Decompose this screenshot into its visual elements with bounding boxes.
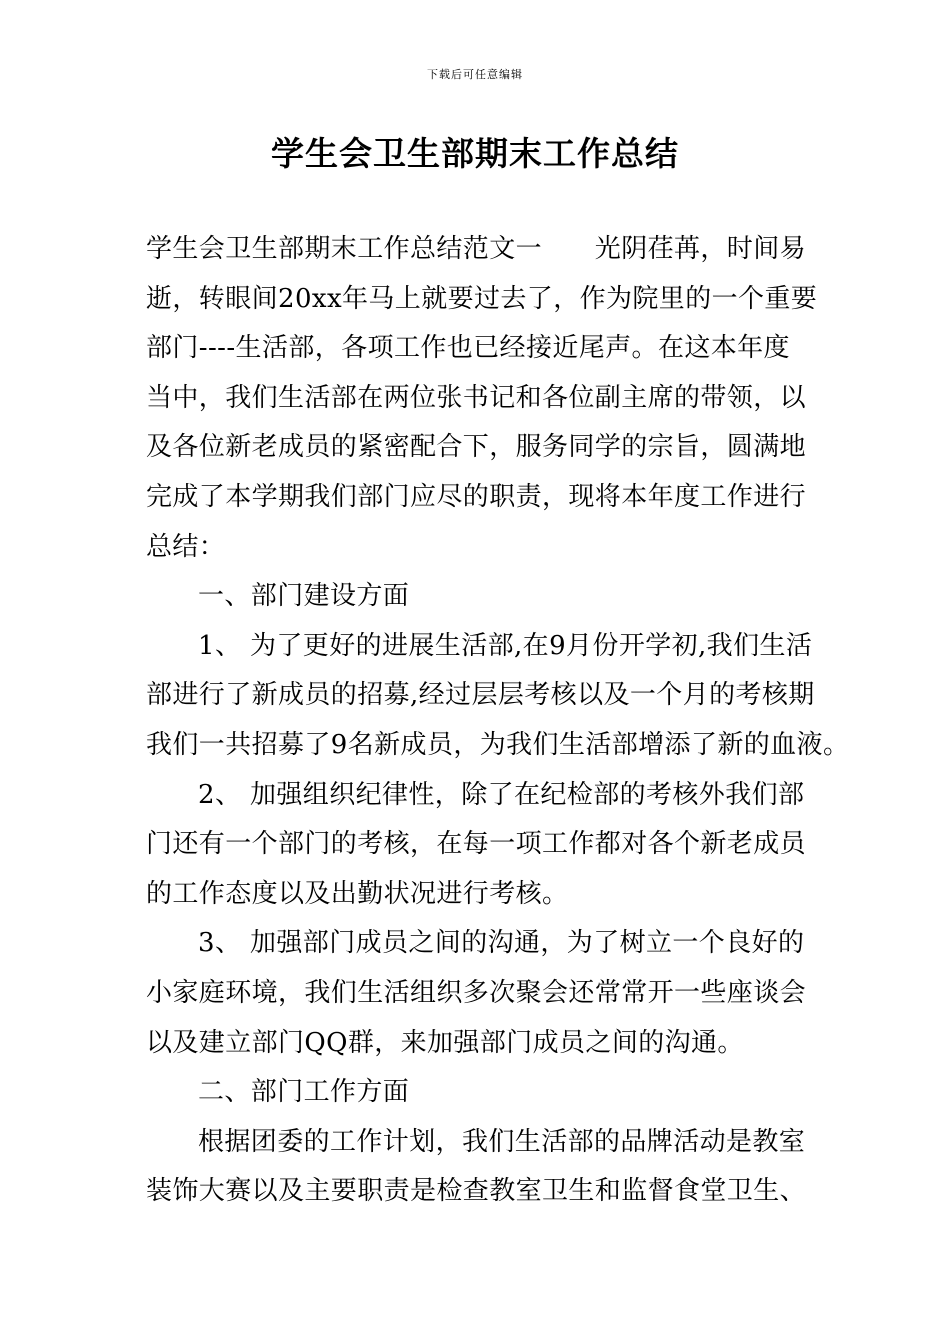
document-title: 学生会卫生部期末工作总结 xyxy=(271,134,679,173)
paragraph-start-line: 根据团委的工作计划，我们生活部的品牌活动是教室 xyxy=(198,1126,806,1157)
section-heading: 二、部门工作方面 xyxy=(198,1077,410,1108)
text-line: 装饰大赛以及主要职责是检查教室卫生和监督食堂卫生、 xyxy=(146,1176,807,1207)
text-line: 及各位新老成员的紧密配合下，服务同学的宗旨，圆满地 xyxy=(146,432,807,463)
document-body xyxy=(146,225,850,1217)
text-line: 以及建立部门QQ群，来加强部门成员之间的沟通。 xyxy=(146,1027,744,1058)
text-line: 部进行了新成员的招募,经过层层考核以及一个月的考核期 xyxy=(146,680,815,711)
text-line: 总结： xyxy=(146,531,226,562)
text-line: 的工作态度以及出勤状况进行考核。 xyxy=(146,878,569,909)
header-note: 下载后可任意编辑 xyxy=(427,68,523,81)
list-item-line: 1、 为了更好的进展生活部,在9月份开学初,我们生活 xyxy=(198,630,813,661)
text-line: 我们一共招募了9名新成员，为我们生活部增添了新的血液。 xyxy=(146,729,850,760)
text-line: 学生会卫生部期末工作总结范文一 光阴荏苒，时间易 xyxy=(146,234,807,264)
list-item-line: 2、 加强组织纪律性，除了在纪检部的考核外我们部 xyxy=(198,779,805,810)
section-heading: 一、部门建设方面 xyxy=(198,581,410,612)
text-line: 部门----生活部，各项工作也已经接近尾声。在这本年度 xyxy=(146,333,790,364)
text-line: 完成了本学期我们部门应尽的职责，现将本年度工作进行 xyxy=(146,481,807,512)
text-line: 当中，我们生活部在两位张书记和各位副主席的带领，以 xyxy=(146,382,807,413)
text-line: 小家庭环境，我们生活组织多次聚会还常常开一些座谈会 xyxy=(146,977,807,1008)
list-item-line: 3、 加强部门成员之间的沟通，为了树立一个良好的 xyxy=(198,928,805,959)
text-line: 门还有一个部门的考核，在每一项工作都对各个新老成员 xyxy=(146,829,807,860)
text-line: 逝，转眼间20xx年马上就要过去了，作为院里的一个重要 xyxy=(146,283,818,314)
